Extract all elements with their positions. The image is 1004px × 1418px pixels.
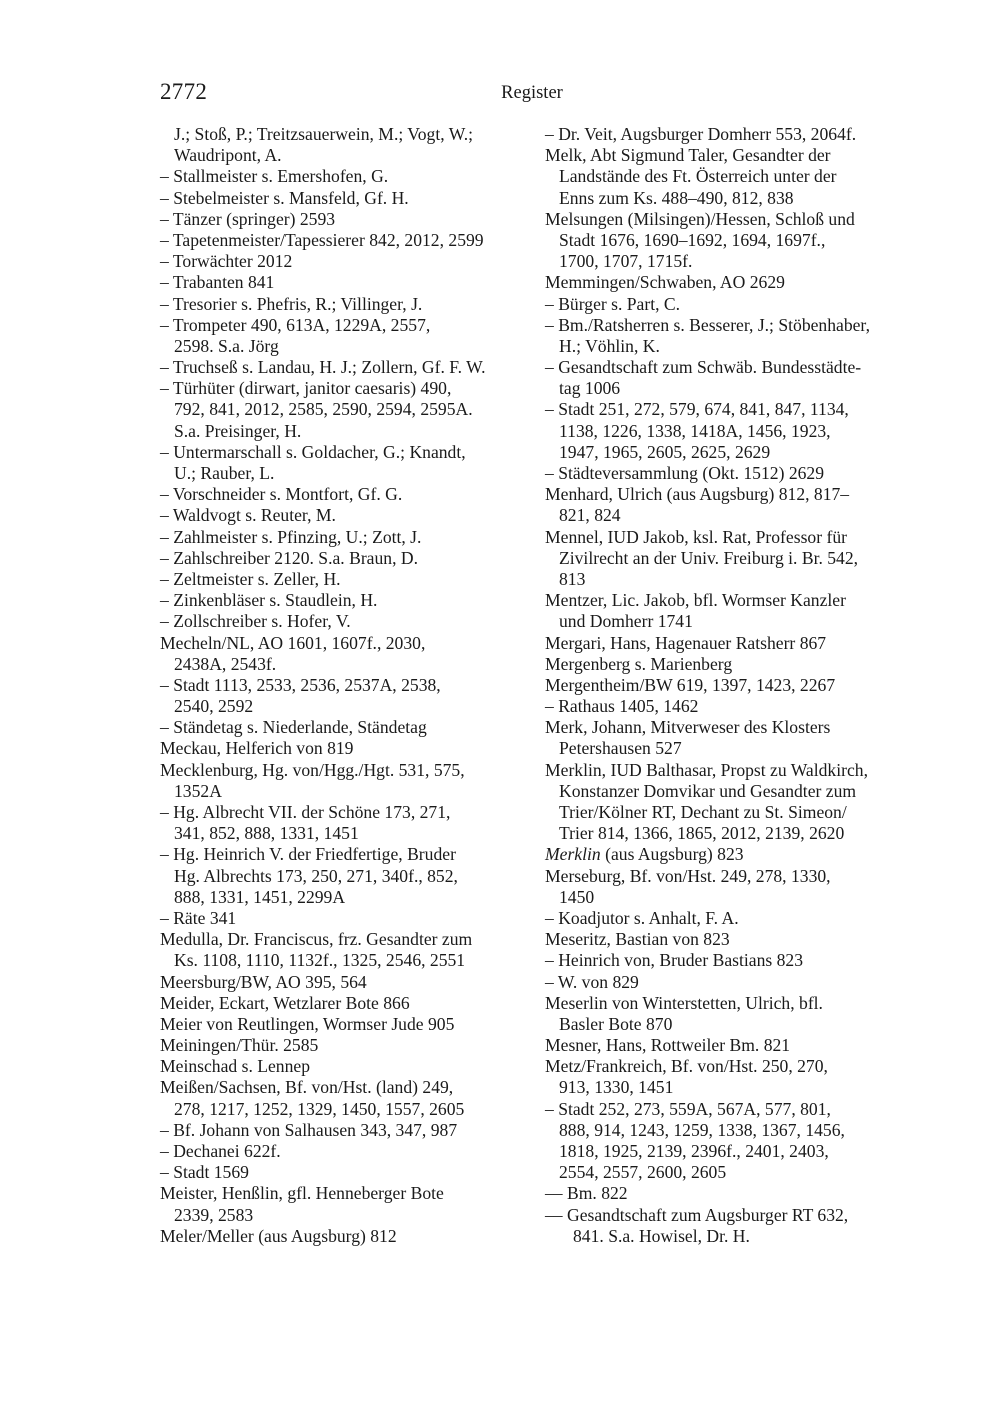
right-column	[545, 124, 917, 1247]
index-line	[545, 696, 917, 717]
index-line	[545, 866, 917, 887]
index-line-text: J.; Stoß, P.; Treitzsauerwein, M.; Vogt, W.;	[174, 124, 473, 144]
index-line	[545, 315, 917, 336]
index-line-text: Merklin, IUD Balthasar, Propst zu Waldkirch,	[545, 759, 868, 780]
index-line	[545, 717, 917, 738]
index-line-text: Meler/Meller (aus Augsburg) 812	[160, 1225, 397, 1246]
index-line-text: 1352A	[174, 780, 222, 801]
index-line-text: Petershausen 527	[559, 738, 682, 759]
index-line	[160, 1120, 538, 1141]
index-line	[160, 1014, 538, 1035]
index-line	[160, 527, 538, 548]
index-line-text: – Koadjutor s. Anhalt, F. A.	[545, 907, 739, 928]
index-line-text: S.a. Preisinger, H.	[174, 420, 302, 441]
index-line	[545, 908, 917, 929]
index-line	[545, 1183, 917, 1204]
index-line-text: tag 1006	[559, 378, 621, 399]
index-line	[160, 738, 538, 759]
index-line	[160, 590, 538, 611]
index-line-text: – Zeltmeister s. Zeller, H.	[160, 568, 341, 589]
index-line-text: Landstände des Ft. Österreich unter der	[559, 166, 837, 187]
index-line	[160, 675, 538, 696]
index-line-text: Trier 814, 1366, 1865, 2012, 2139, 2620	[559, 823, 845, 844]
index-line	[160, 230, 538, 251]
index-line	[160, 823, 538, 844]
index-line	[545, 972, 917, 993]
index-line	[160, 209, 538, 230]
index-line-text: – Stebelmeister s. Mansfeld, Gf. H.	[160, 187, 409, 208]
index-line-text: 888, 1331, 1451, 2299A	[174, 886, 346, 907]
index-line	[160, 548, 538, 569]
index-line	[160, 145, 538, 166]
index-line-text: Konstanzer Domvikar und Gesandter zum	[559, 780, 857, 801]
index-line-text: Menhard, Ulrich (aus Augsburg) 812, 817–	[545, 484, 850, 505]
index-line-text: 813	[559, 568, 586, 589]
index-line-text: – Torwächter 2012	[160, 251, 293, 272]
index-line	[160, 929, 538, 950]
index-line-text: –– Bm. 822	[545, 1183, 628, 1204]
index-line-text: – Dechanei 622f.	[160, 1141, 281, 1161]
index-line	[545, 633, 917, 654]
index-line	[545, 188, 917, 209]
index-line	[545, 929, 917, 950]
index-line-text: – Heinrich von, Bruder Bastians 823	[545, 950, 803, 971]
index-line-text: – Zahlschreiber 2120. S.a. Braun, D.	[160, 547, 418, 568]
index-line-text: Meersburg/BW, AO 395, 564	[160, 971, 367, 992]
index-line	[545, 251, 917, 272]
index-line	[545, 548, 917, 569]
index-line-text: 841. S.a. Howisel, Dr. H.	[573, 1225, 750, 1246]
index-line	[160, 781, 538, 802]
index-line	[545, 1014, 917, 1035]
left-column	[160, 124, 538, 1247]
index-line-text: Waudripont, A.	[174, 145, 282, 166]
index-line-text: und Domherr 1741	[559, 611, 693, 632]
index-line-text: Trier/Kölner RT, Dechant zu St. Simeon/	[559, 802, 847, 822]
index-line-text: 1818, 1925, 2139, 2396f., 2401, 2403,	[559, 1141, 829, 1161]
index-line-text: –– Gesandtschaft zum Augsburger RT 632,	[545, 1204, 849, 1225]
index-line-text: – Truchseß s. Landau, H. J.; Zollern, Gf. F. W.	[160, 357, 486, 378]
index-line	[545, 145, 917, 166]
index-line-text: 2598. S.a. Jörg	[174, 335, 279, 356]
index-line	[160, 166, 538, 187]
index-line	[545, 1056, 917, 1077]
index-line	[160, 484, 538, 505]
index-line	[545, 294, 917, 315]
index-line	[160, 1183, 538, 1204]
index-line	[160, 378, 538, 399]
index-line-text: Melsungen (Milsingen)/Hessen, Schloß und	[545, 208, 855, 229]
index-line-text: – Zahlmeister s. Pfinzing, U.; Zott, J.	[160, 526, 422, 547]
index-line-text: Merseburg, Bf. von/Hst. 249, 278, 1330,	[545, 865, 831, 886]
index-line-text: – Ständetag s. Niederlande, Ständetag	[160, 717, 427, 738]
index-line-text: Enns zum Ks. 488–490, 812, 838	[559, 187, 794, 208]
index-line-text: – Tänzer (springer) 2593	[160, 208, 336, 229]
index-line-text: Mentzer, Lic. Jakob, bfl. Wormser Kanzler	[545, 590, 846, 611]
index-line-text: Meiningen/Thür. 2585	[160, 1035, 319, 1056]
index-line-text: – Stadt 252, 273, 559A, 567A, 577, 801,	[545, 1098, 831, 1119]
index-line	[160, 1162, 538, 1183]
index-line-text: – Hg. Heinrich V. der Friedfertige, Bruder	[160, 844, 456, 865]
index-line	[160, 633, 538, 654]
index-line-text: – Bm./Ratsherren s. Besserer, J.; Stöbenhaber,	[545, 314, 870, 335]
index-line-text: – Zinkenbläser s. Staudlein, H.	[160, 590, 378, 611]
index-line-text: Mennel, IUD Jakob, ksl. Rat, Professor für	[545, 526, 847, 547]
index-line-text: 1138, 1226, 1338, 1418A, 1456, 1923,	[559, 420, 831, 441]
index-line	[545, 802, 917, 823]
index-line	[545, 1141, 917, 1162]
index-line-text: U.; Rauber, L.	[174, 463, 275, 483]
index-line	[160, 993, 538, 1014]
index-line	[545, 1077, 917, 1098]
index-line-text: H.; Vöhlin, K.	[559, 335, 660, 356]
index-line-text: 913, 1330, 1451	[559, 1077, 674, 1098]
index-line	[545, 611, 917, 632]
index-line	[545, 887, 917, 908]
index-line-text: – Städteversammlung (Okt. 1512) 2629	[545, 463, 825, 483]
index-line-text: 1700, 1707, 1715f.	[559, 251, 693, 272]
index-line-text: Mesner, Hans, Rottweiler Bm. 821	[545, 1035, 791, 1056]
index-line	[545, 993, 917, 1014]
index-line-text: Merk, Johann, Mitverweser des Klosters	[545, 717, 831, 738]
index-line	[160, 442, 538, 463]
index-line-text: Mergari, Hans, Hagenauer Ratsherr 867	[545, 632, 827, 653]
index-line	[545, 781, 917, 802]
page-number: 2772	[160, 79, 208, 104]
index-line	[545, 272, 917, 293]
index-line	[545, 399, 917, 420]
index-line-text: Meseritz, Bastian von 823	[545, 929, 730, 950]
index-line-text: Medulla, Dr. Franciscus, frz. Gesandter zum	[160, 929, 473, 950]
index-line	[160, 569, 538, 590]
index-line	[160, 1035, 538, 1056]
index-line-text: Memmingen/Schwaben, AO 2629	[545, 272, 785, 293]
index-line	[160, 421, 538, 442]
index-line	[160, 696, 538, 717]
index-line	[545, 209, 917, 230]
index-line	[160, 866, 538, 887]
index-line	[545, 823, 917, 844]
index-line-text: 2540, 2592	[174, 696, 254, 717]
index-line	[545, 1099, 917, 1120]
index-line-text: – Tapetenmeister/Tapessierer 842, 2012, 2599	[160, 229, 484, 250]
index-line	[160, 950, 538, 971]
index-line-text: – Gesandtschaft zum Schwäb. Bundesstädte-	[545, 357, 862, 378]
index-line	[160, 124, 538, 145]
index-line-text: – Tresorier s. Phefris, R.; Villinger, J.	[160, 293, 423, 314]
index-line-text: – Vorschneider s. Montfort, Gf. G.	[160, 484, 403, 505]
index-line	[545, 950, 917, 971]
index-line	[545, 166, 917, 187]
index-line-text: Mergentheim/BW 619, 1397, 1423, 2267	[545, 674, 836, 695]
index-line-text: 2339, 2583	[174, 1204, 254, 1225]
index-line	[160, 1077, 538, 1098]
index-line-text: Zivilrecht an der Univ. Freiburg i. Br. 542,	[559, 547, 859, 568]
index-line	[160, 887, 538, 908]
index-line	[160, 294, 538, 315]
index-line	[160, 272, 538, 293]
index-line-text: 1450	[559, 886, 595, 907]
index-line	[545, 654, 917, 675]
index-line-text: Meserlin von Winterstetten, Ulrich, bfl.	[545, 992, 823, 1013]
index-line	[545, 738, 917, 759]
index-line	[160, 505, 538, 526]
index-line-text: 2438A, 2543f.	[174, 653, 277, 674]
index-line	[545, 569, 917, 590]
index-line-text: – Stallmeister s. Emershofen, G.	[160, 166, 389, 187]
index-line	[160, 399, 538, 420]
index-line-text: – Räte 341	[160, 907, 237, 928]
index-line-suffix: (aus Augsburg) 823	[600, 844, 744, 865]
index-line	[545, 484, 917, 505]
index-line	[160, 357, 538, 378]
index-line	[545, 442, 917, 463]
index-line	[160, 1226, 538, 1247]
index-line-text: 888, 914, 1243, 1259, 1338, 1367, 1456,	[559, 1119, 845, 1140]
index-line-text: – Trabanten 841	[160, 272, 275, 293]
index-line	[545, 760, 917, 781]
index-line	[545, 590, 917, 611]
index-line-text: Metz/Frankreich, Bf. von/Hst. 250, 270,	[545, 1056, 828, 1077]
index-line	[545, 124, 917, 145]
index-line-text: Meinschad s. Lennep	[160, 1056, 310, 1077]
index-line-text: – W. von 829	[545, 971, 639, 992]
index-line-text: Basler Bote 870	[559, 1013, 673, 1034]
index-line-text: Meider, Eckart, Wetzlarer Bote 866	[160, 992, 410, 1013]
index-line	[160, 315, 538, 336]
index-line	[160, 717, 538, 738]
index-line-text: Ks. 1108, 1110, 1132f., 1325, 2546, 2551	[174, 950, 466, 971]
index-line-text: – Bürger s. Part, C.	[545, 293, 681, 314]
index-line	[160, 611, 538, 632]
index-line	[160, 1099, 538, 1120]
index-line-text: – Stadt 1113, 2533, 2536, 2537A, 2538,	[160, 674, 441, 695]
index-line-text: 2554, 2557, 2600, 2605	[559, 1162, 727, 1183]
index-line-text: Mecheln/NL, AO 1601, 1607f., 2030,	[160, 632, 426, 653]
index-line-text: – Waldvogt s. Reuter, M.	[160, 505, 336, 526]
index-line	[545, 336, 917, 357]
index-line-text: – Türhüter (dirwart, janitor caesaris) 490,	[160, 378, 452, 399]
index-line	[545, 844, 917, 865]
index-line-text: Mecklenburg, Hg. von/Hgg./Hgt. 531, 575,	[160, 759, 465, 780]
running-head: Register	[501, 83, 563, 103]
index-line	[160, 251, 538, 272]
index-line-text: – Trompeter 490, 613A, 1229A, 2557,	[160, 314, 431, 335]
index-line	[545, 1120, 917, 1141]
index-line	[545, 527, 917, 548]
index-line-text: Merklin	[545, 844, 601, 865]
index-line-text: – Untermarschall s. Goldacher, G.; Knandt,	[160, 441, 466, 462]
index-line-text: Stadt 1676, 1690–1692, 1694, 1697f.,	[559, 229, 826, 250]
index-line	[160, 1141, 538, 1162]
index-line-text: 1947, 1965, 2605, 2625, 2629	[559, 441, 771, 462]
index-line-text: 792, 841, 2012, 2585, 2590, 2594, 2595A.	[174, 399, 473, 420]
index-line	[160, 844, 538, 865]
index-line	[160, 1205, 538, 1226]
index-line-text: – Rathaus 1405, 1462	[545, 696, 699, 717]
index-line	[545, 421, 917, 442]
index-line	[160, 1056, 538, 1077]
index-line-text: 821, 824	[559, 505, 621, 526]
index-line-text: 278, 1217, 1252, 1329, 1450, 1557, 2605	[174, 1098, 465, 1119]
index-line	[545, 378, 917, 399]
index-line-text: Meier von Reutlingen, Wormser Jude 905	[160, 1013, 455, 1034]
index-line	[160, 336, 538, 357]
index-line	[160, 802, 538, 823]
index-line	[545, 1035, 917, 1056]
index-line	[545, 463, 917, 484]
index-line	[160, 654, 538, 675]
index-line-text: – Stadt 1569	[160, 1162, 249, 1183]
index-line	[545, 1226, 917, 1247]
index-line-text: Melk, Abt Sigmund Taler, Gesandter der	[545, 145, 831, 166]
index-line-text: Meckau, Helferich von 819	[160, 738, 354, 759]
index-line	[160, 188, 538, 209]
index-line	[545, 1205, 917, 1226]
index-line	[545, 357, 917, 378]
index-line-text: – Dr. Veit, Augsburger Domherr 553, 2064f.	[545, 124, 857, 144]
index-line-text: Mergenberg s. Marienberg	[545, 653, 733, 674]
index-line-text: Meißen/Sachsen, Bf. von/Hst. (land) 249,	[160, 1077, 454, 1098]
index-line	[545, 505, 917, 526]
index-line	[160, 972, 538, 993]
index-line-text: – Bf. Johann von Salhausen 343, 347, 987	[160, 1119, 458, 1140]
index-line-text: Meister, Henßlin, gfl. Henneberger Bote	[160, 1183, 444, 1204]
index-line	[545, 230, 917, 251]
index-line	[160, 463, 538, 484]
index-line	[160, 908, 538, 929]
index-line-text: – Hg. Albrecht VII. der Schöne 173, 271,	[160, 802, 451, 822]
index-line-text: – Stadt 251, 272, 579, 674, 841, 847, 1134,	[545, 399, 849, 420]
index-line-text: – Zollschreiber s. Hofer, V.	[160, 611, 351, 632]
index-line	[160, 760, 538, 781]
index-line-text: 341, 852, 888, 1331, 1451	[174, 823, 359, 844]
index-line	[545, 675, 917, 696]
index-line	[545, 1162, 917, 1183]
index-line-text: Hg. Albrechts 173, 250, 271, 340f., 852,	[174, 865, 458, 886]
